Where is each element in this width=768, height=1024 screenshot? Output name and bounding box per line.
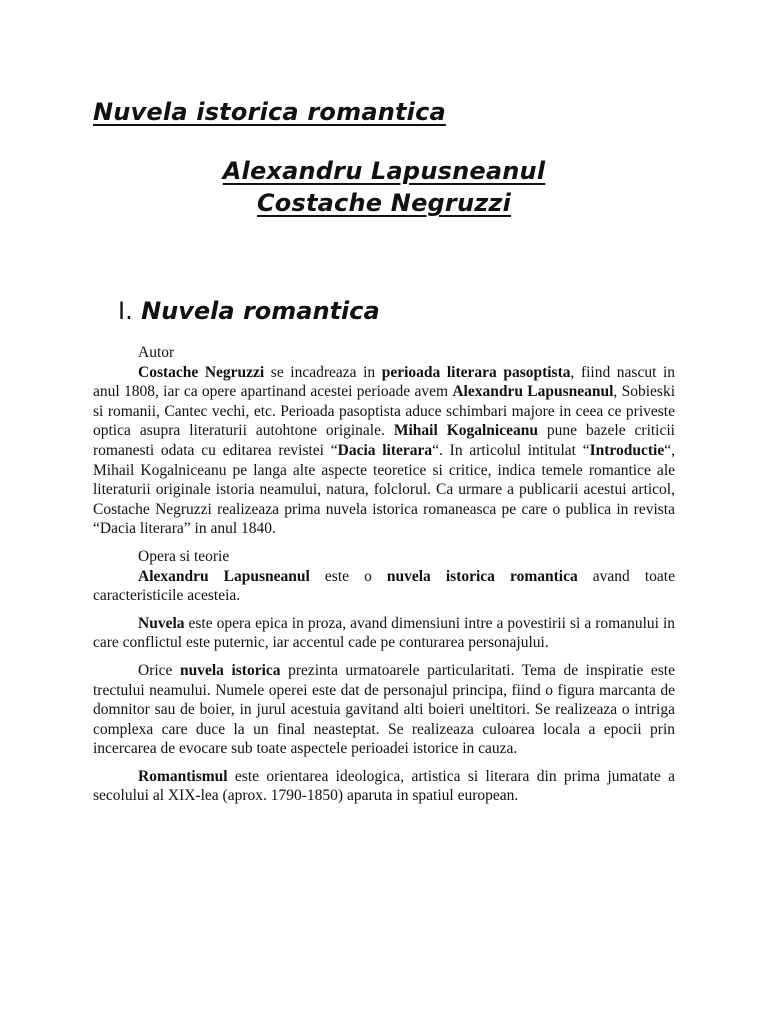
document-title: Nuvela istorica romantica xyxy=(93,98,446,126)
paragraph-autor xyxy=(93,363,675,539)
p2-text-2: este o xyxy=(309,567,387,585)
p2-bold-3: nuvela istorica romantica xyxy=(386,567,578,585)
p1-bold-3: perioada literara pasoptista xyxy=(381,363,571,381)
p1-bold-5: Alexandru Lapusneanul xyxy=(452,383,614,401)
p1-bold-7: Mihail Kogalniceanu xyxy=(393,422,538,440)
p1-text-6: , Sobieski si romanii, Cantec vechi, etc. Perioada pasoptista aduce schimbari majore in ceea ce priveste optica asupra literaturii autohtone originale. xyxy=(93,383,675,440)
p5-bold-1: Romantismul xyxy=(138,767,228,785)
p3-text-2: este opera epica in proza, avand dimensiuni intre a povestirii si a romanului in care conflictul este puternic, iar accentul cade pe conturarea personajului. xyxy=(93,614,675,652)
p1-bold-11: Introductie xyxy=(589,441,665,459)
author-name: Costache Negruzzi xyxy=(256,189,512,217)
p4-text-3: prezinta urmatoarele particularitati. Tema de inspiratie este trectului neamului. Numele operei este dat de personajul principa, fiind o figura marcanta de domnitor sau de boier, in jurul acestuia gavitand alti boieri uneltitori. Se realizeaza o intriga complexa care duce la un final neasteptat. Se realizeaza culoarea locala a epocii prin incercarea de evocare sub toate aspectele perioadei istorice in cauza. xyxy=(93,661,675,758)
p1-bold-1: Costache Negruzzi xyxy=(138,363,265,381)
p1-text-4: , fiind nascut in anul 1808, iar ca opere apartinand acestei perioade avem xyxy=(93,363,676,401)
p2-text-4: avand toate caracteristicile acesteia. xyxy=(93,567,675,605)
section-heading xyxy=(118,297,380,325)
opera-label: Opera si teorie xyxy=(138,547,230,565)
section-number: I. xyxy=(118,297,133,325)
p1-text-12: “, Mihail Kogalniceanu pe langa alte aspecte teoretice si critice, indica temele romantice ale literaturii originale istoria neamului, natura, folclorul. Ca urmare a publicarii acestui articol, Costache Negruzzi realizeaza prima nuvela istorica romaneasca pe care o publica in revista “Dacia literara” in anul 1840. xyxy=(93,441,675,538)
paragraph-nuvela xyxy=(93,614,675,653)
p4-bold-2: nuvela istorica xyxy=(179,661,281,679)
work-title: Alexandru Lapusneanul xyxy=(222,157,546,185)
autor-label: Autor xyxy=(138,344,175,361)
p1-text-8: pune bazele criticii romanesti odata cu editarea revistei “ xyxy=(93,422,675,459)
p2-bold-1: Alexandru Lapusneanul xyxy=(138,567,310,585)
p1-bold-9: Dacia literara xyxy=(337,441,433,459)
p1-text-2: se incadreaza in xyxy=(264,363,382,381)
paragraph-opera xyxy=(93,567,675,606)
p5-text-2: este orientarea ideologica, artistica si literara din prima jumatate a secolului al XIX-lea (aprox. 1790-1850) aparuta in spatiul european. xyxy=(93,767,675,805)
p1-text-10: “. In articolul intitulat “ xyxy=(432,441,590,459)
section-title: Nuvela romantica xyxy=(141,297,380,325)
paragraph-romantismul xyxy=(93,767,675,806)
paragraph-nuvela-istorica xyxy=(93,661,675,759)
p4-text-1: Orice xyxy=(138,661,180,679)
p3-bold-1: Nuvela xyxy=(138,614,185,632)
document-body xyxy=(93,343,675,806)
